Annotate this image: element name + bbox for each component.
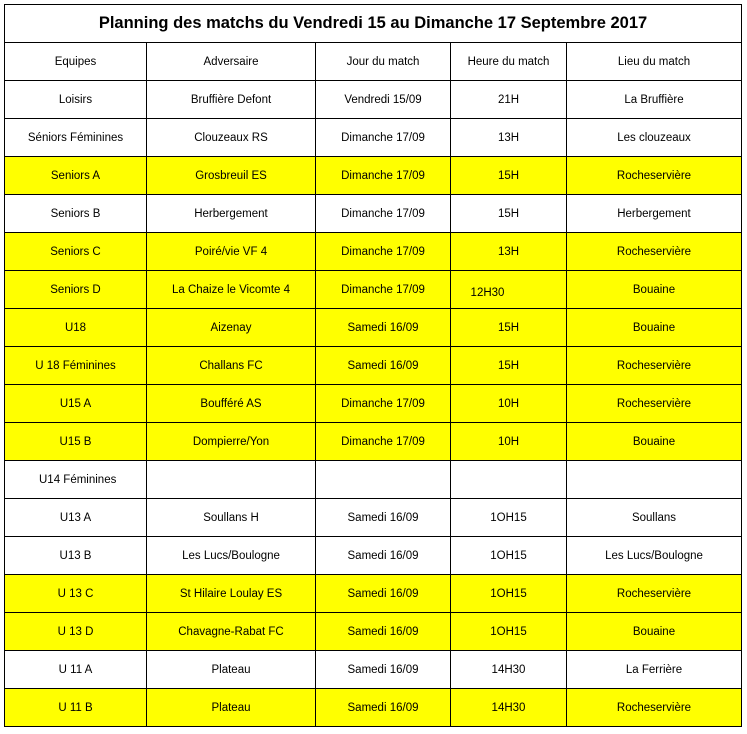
cell-jour: Vendredi 15/09	[316, 81, 451, 119]
table-row	[5, 385, 742, 423]
cell-heure: 1OH15	[451, 499, 567, 537]
cell-equipe: U15 B	[5, 423, 147, 461]
cell-adversaire: Les Lucs/Boulogne	[147, 537, 316, 575]
cell-equipe: U15 A	[5, 385, 147, 423]
cell-equipe: U 18 Féminines	[5, 347, 147, 385]
cell-lieu: Bouaine	[567, 271, 742, 309]
cell-equipe: U 13 C	[5, 575, 147, 613]
cell-equipe: U 13 D	[5, 613, 147, 651]
cell-heure: 15H	[451, 309, 567, 347]
cell-adversaire: St Hilaire Loulay ES	[147, 575, 316, 613]
cell-equipe: Seniors B	[5, 195, 147, 233]
cell-heure	[451, 461, 567, 499]
title-row	[5, 5, 742, 43]
header-equipes: Equipes	[5, 43, 147, 81]
header-heure: Heure du match	[451, 43, 567, 81]
cell-lieu: Rocheservière	[567, 347, 742, 385]
table-row	[5, 461, 742, 499]
cell-jour: Dimanche 17/09	[316, 271, 451, 309]
cell-lieu: Bouaine	[567, 423, 742, 461]
header-lieu: Lieu du match	[567, 43, 742, 81]
cell-jour: Dimanche 17/09	[316, 195, 451, 233]
cell-adversaire: Soullans H	[147, 499, 316, 537]
cell-lieu: Bouaine	[567, 613, 742, 651]
table-row	[5, 651, 742, 689]
table-row	[5, 613, 742, 651]
table-row	[5, 689, 742, 727]
cell-lieu: Herbergement	[567, 195, 742, 233]
cell-lieu	[567, 461, 742, 499]
cell-adversaire	[147, 461, 316, 499]
cell-heure: 15H	[451, 157, 567, 195]
cell-heure: 1OH15	[451, 613, 567, 651]
cell-heure	[451, 271, 567, 309]
match-schedule-table	[4, 4, 742, 727]
table-row	[5, 233, 742, 271]
cell-jour: Samedi 16/09	[316, 499, 451, 537]
table-row	[5, 309, 742, 347]
cell-adversaire: Plateau	[147, 689, 316, 727]
table-row	[5, 81, 742, 119]
table-row	[5, 119, 742, 157]
cell-adversaire: Poiré/vie VF 4	[147, 233, 316, 271]
cell-equipe: Séniors Féminines	[5, 119, 147, 157]
cell-adversaire: Challans FC	[147, 347, 316, 385]
cell-equipe: Seniors D	[5, 271, 147, 309]
cell-heure-text: 12H30	[470, 286, 505, 299]
table-row	[5, 195, 742, 233]
cell-equipe: Seniors C	[5, 233, 147, 271]
cell-lieu: Les Lucs/Boulogne	[567, 537, 742, 575]
cell-adversaire: Plateau	[147, 651, 316, 689]
cell-adversaire: Bruffière Defont	[147, 81, 316, 119]
cell-jour: Dimanche 17/09	[316, 119, 451, 157]
cell-heure: 15H	[451, 195, 567, 233]
cell-heure: 13H	[451, 119, 567, 157]
cell-equipe: U 11 B	[5, 689, 147, 727]
cell-equipe: Seniors A	[5, 157, 147, 195]
cell-heure: 14H30	[451, 651, 567, 689]
cell-jour: Samedi 16/09	[316, 613, 451, 651]
cell-adversaire: Clouzeaux RS	[147, 119, 316, 157]
cell-adversaire: La Chaize le Vicomte 4	[147, 271, 316, 309]
cell-lieu: Les clouzeaux	[567, 119, 742, 157]
cell-jour: Samedi 16/09	[316, 309, 451, 347]
table-row	[5, 499, 742, 537]
cell-lieu: Soullans	[567, 499, 742, 537]
table-row	[5, 157, 742, 195]
cell-lieu: Rocheservière	[567, 689, 742, 727]
cell-heure: 21H	[451, 81, 567, 119]
cell-jour: Dimanche 17/09	[316, 385, 451, 423]
page-title: Planning des matchs du Vendredi 15 au Dimanche 17 Septembre 2017	[5, 5, 742, 43]
cell-heure: 10H	[451, 385, 567, 423]
table-row	[5, 423, 742, 461]
cell-lieu: Rocheservière	[567, 233, 742, 271]
cell-adversaire: Dompierre/Yon	[147, 423, 316, 461]
header-jour: Jour du match	[316, 43, 451, 81]
cell-jour: Dimanche 17/09	[316, 157, 451, 195]
cell-equipe: U13 A	[5, 499, 147, 537]
cell-heure: 1OH15	[451, 537, 567, 575]
cell-jour: Samedi 16/09	[316, 651, 451, 689]
cell-jour: Samedi 16/09	[316, 537, 451, 575]
cell-heure: 13H	[451, 233, 567, 271]
cell-heure: 1OH15	[451, 575, 567, 613]
cell-equipe: Loisirs	[5, 81, 147, 119]
cell-equipe: U18	[5, 309, 147, 347]
cell-jour: Dimanche 17/09	[316, 233, 451, 271]
cell-lieu: Rocheservière	[567, 385, 742, 423]
cell-adversaire: Grosbreuil ES	[147, 157, 316, 195]
cell-adversaire: Chavagne-Rabat FC	[147, 613, 316, 651]
cell-heure: 15H	[451, 347, 567, 385]
cell-jour: Samedi 16/09	[316, 689, 451, 727]
cell-lieu: Rocheservière	[567, 575, 742, 613]
cell-adversaire: Herbergement	[147, 195, 316, 233]
cell-heure: 10H	[451, 423, 567, 461]
header-adversaire: Adversaire	[147, 43, 316, 81]
cell-jour: Samedi 16/09	[316, 347, 451, 385]
cell-equipe: U14 Féminines	[5, 461, 147, 499]
cell-heure: 14H30	[451, 689, 567, 727]
cell-lieu: Bouaine	[567, 309, 742, 347]
header-row	[5, 43, 742, 81]
table-row	[5, 271, 742, 309]
cell-jour: Dimanche 17/09	[316, 423, 451, 461]
table-row	[5, 347, 742, 385]
cell-lieu: La Bruffière	[567, 81, 742, 119]
table-row	[5, 575, 742, 613]
cell-lieu: Rocheservière	[567, 157, 742, 195]
cell-equipe: U13 B	[5, 537, 147, 575]
cell-jour: Samedi 16/09	[316, 575, 451, 613]
cell-adversaire: Aizenay	[147, 309, 316, 347]
cell-jour	[316, 461, 451, 499]
table-row	[5, 537, 742, 575]
cell-adversaire: Boufféré AS	[147, 385, 316, 423]
cell-lieu: La Ferrière	[567, 651, 742, 689]
cell-equipe: U 11 A	[5, 651, 147, 689]
